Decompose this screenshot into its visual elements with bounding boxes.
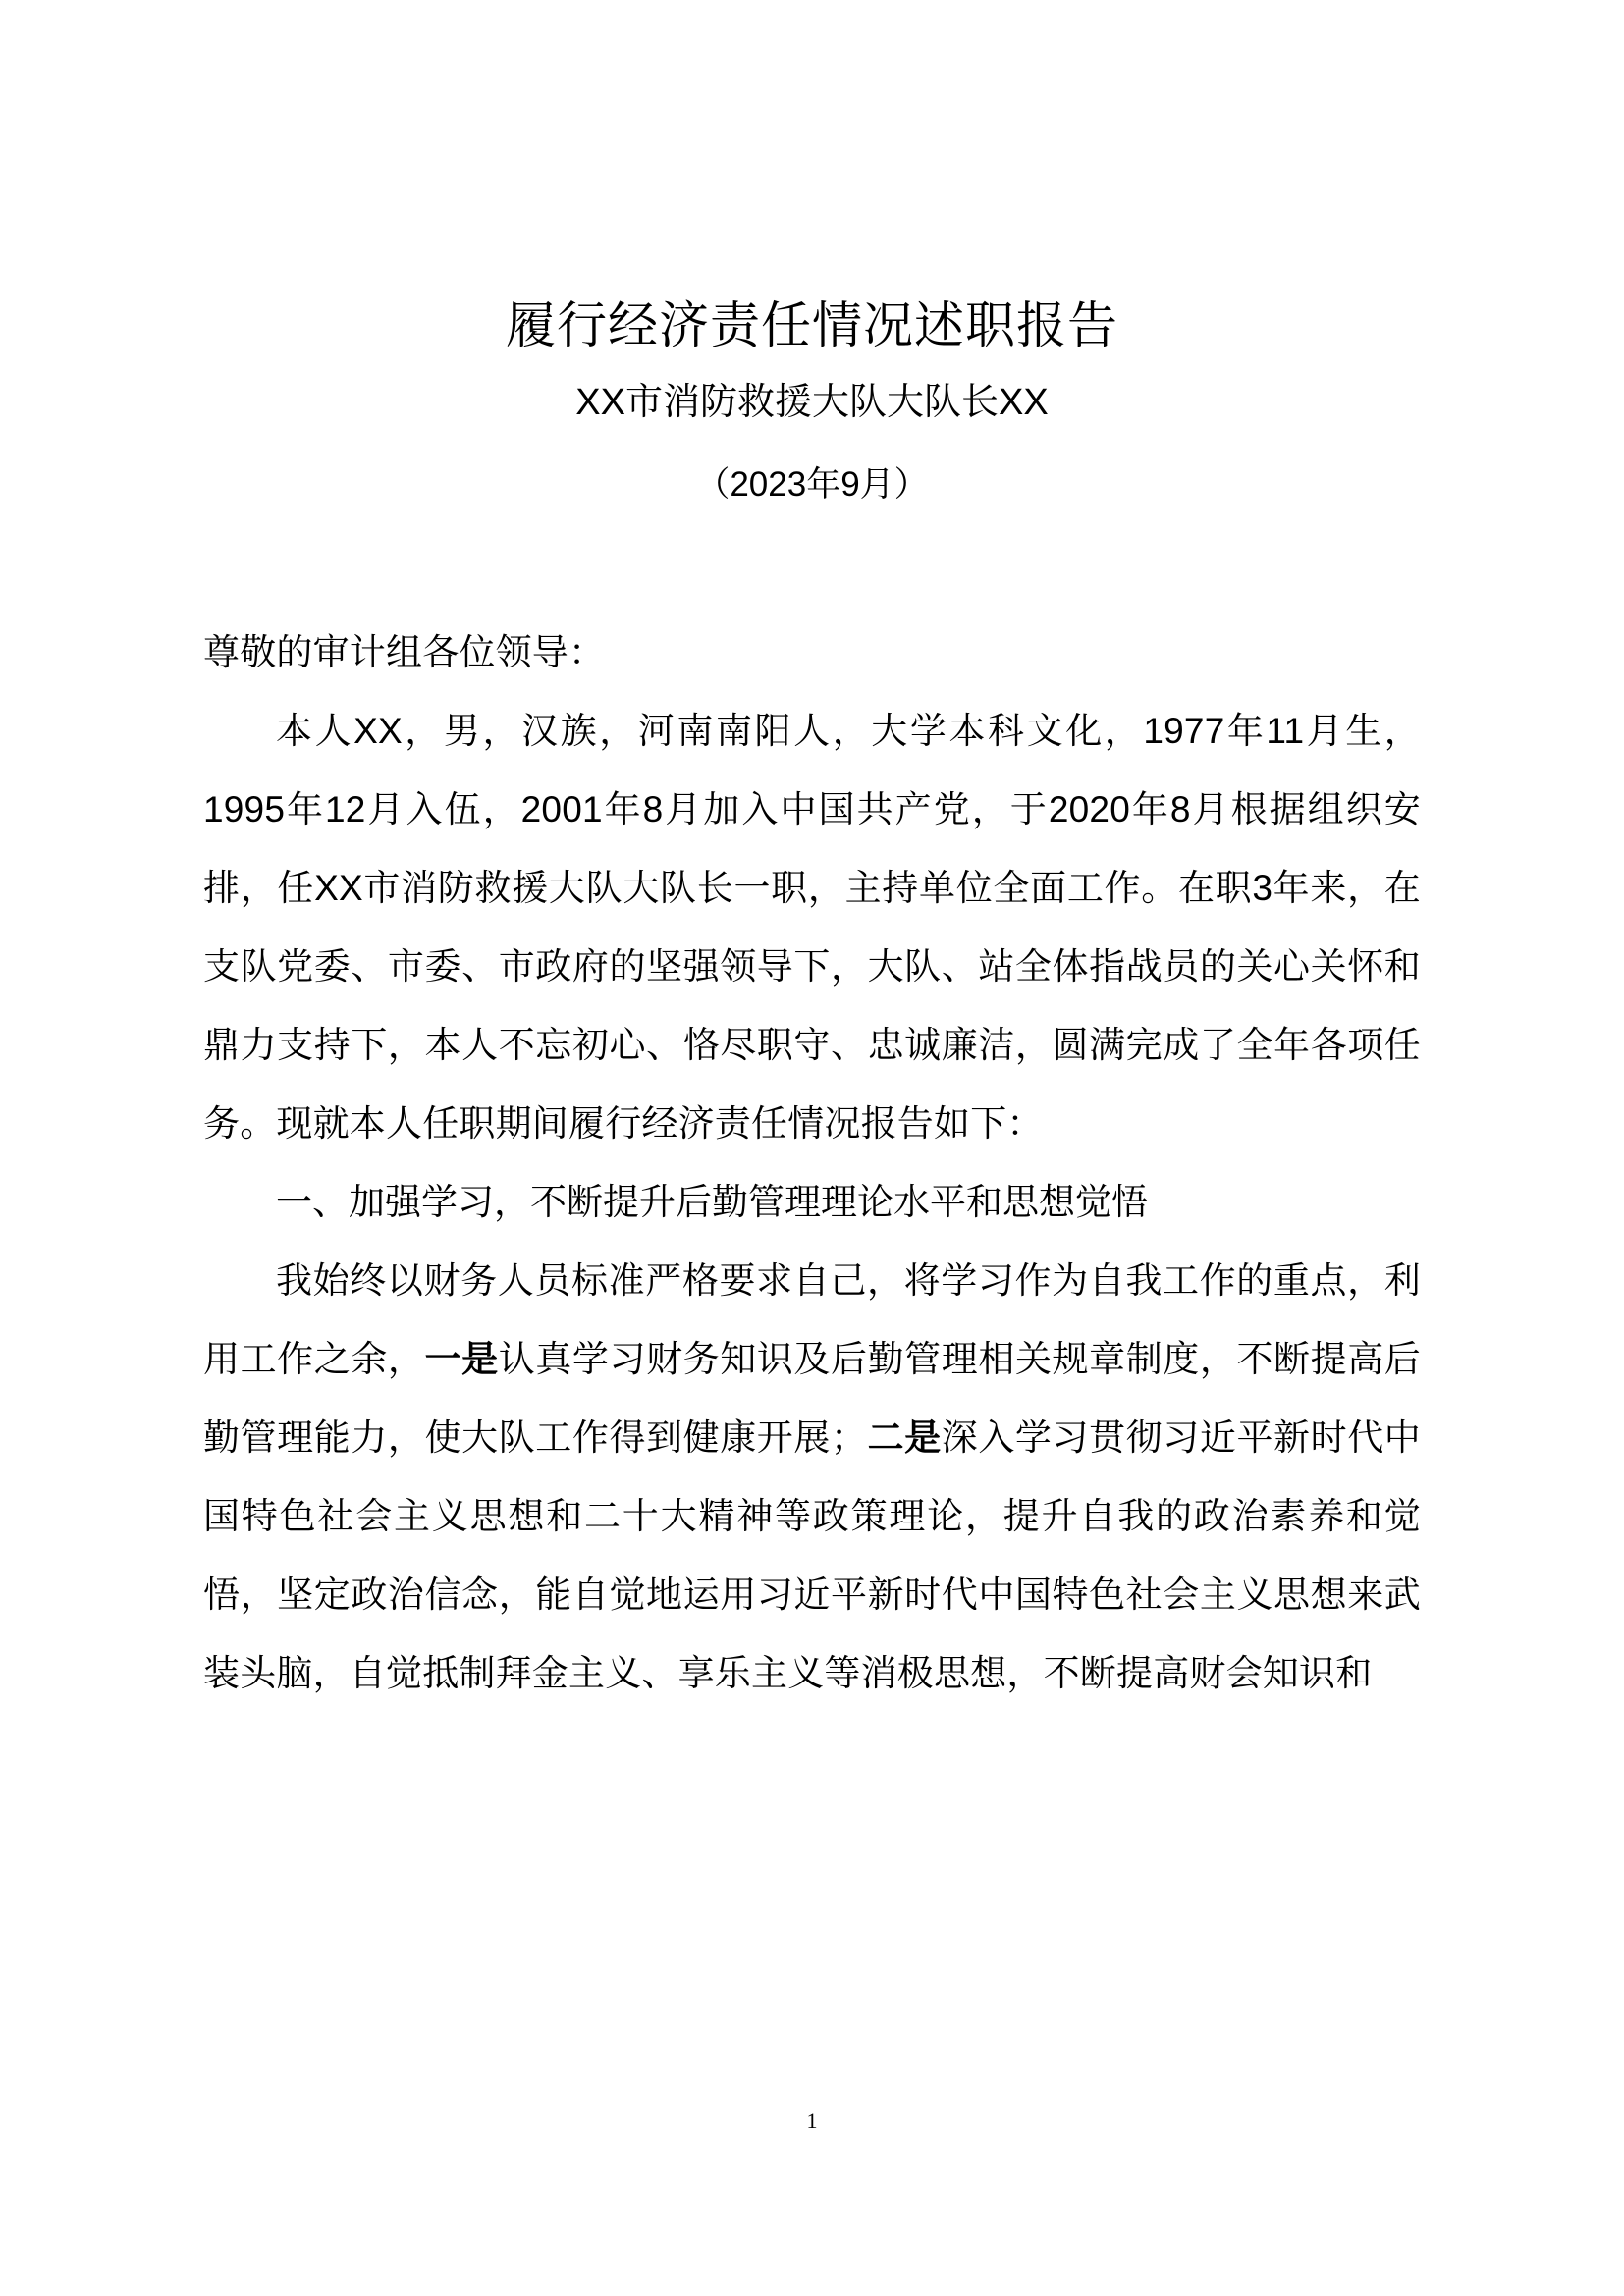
document-body xyxy=(203,507,1421,1713)
document-content xyxy=(203,0,1421,1713)
paragraph-text-part-2: 认真学习财务知识及后勤管理相关规章制度，不断提高后勤管理能力，使大队工作得到健康开展； xyxy=(203,1338,1422,1458)
document-title: 履行经济责任情况述职报告 xyxy=(505,297,1118,353)
salutation: 尊敬的审计组各位领导： xyxy=(203,631,606,672)
paragraph-text-part-3: 深入学习贯彻习近平新时代中国特色社会主义思想和二十大精神等政策理论，提升自我的政治素养和觉悟，坚定政治信念，能自觉地运用习近平新时代中国特色社会主义思想来武装头脑，自觉抵制拜金主义、享乐主义等消极思想，不断提高财会知识和 xyxy=(203,1416,1421,1693)
page-number: 1 xyxy=(806,2109,818,2133)
body-paragraph-2 xyxy=(203,1242,1421,1713)
document-subtitle: XX市消防救援大队大队长XX xyxy=(575,381,1049,423)
emphasis-first-point: 一是 xyxy=(424,1338,499,1379)
body-paragraph-1: 本人XX，男，汉族，河南南阳人，大学本科文化，1977年11月生，1995年12月入伍，2001年8月加入中国共产党，于2020年8月根据组织安排，任XX市消防救援大队大队长一职，主持单位全面工作。在职3年来，在支队党委、市委、市政府的坚强领导下，大队、站全体指战员的关心关怀和鼎力支持下，本人不忘初心、恪尽职守、忠诚廉洁，圆满完成了全年各项任务。现就本人任职期间履行经济责任情况报告如下： xyxy=(203,710,1421,1144)
emphasis-second-point: 二是 xyxy=(867,1416,942,1458)
section-heading-1: 一、加强学习，不断提升后勤管理理论水平和思想觉悟 xyxy=(276,1181,1148,1222)
paragraph-text-part-1: 我始终以财务人员标准严格要求自己，将学习作为自我工作的重点，利用工作之余， xyxy=(203,1259,1421,1379)
document-date: （2023年9月） xyxy=(695,465,929,505)
